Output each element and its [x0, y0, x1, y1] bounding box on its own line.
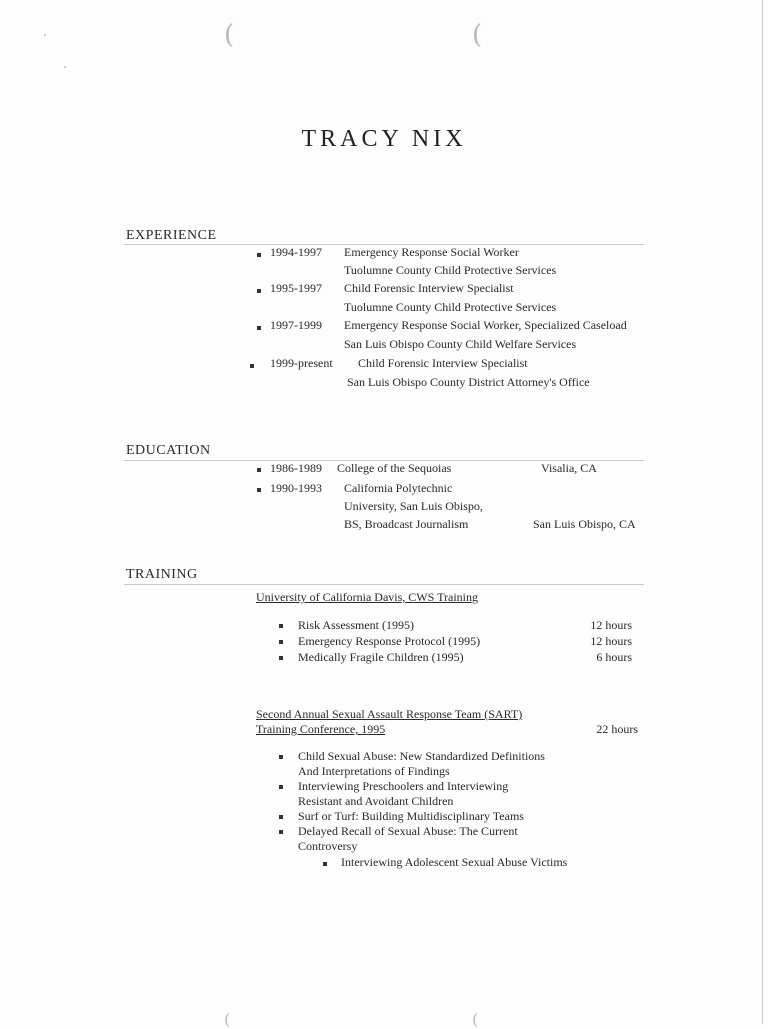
experience-title: Emergency Response Social Worker, Specialized Caseload	[344, 318, 627, 332]
bullet-icon	[279, 815, 283, 819]
bullet-icon	[257, 488, 261, 492]
experience-org: Tuolumne County Child Protective Services	[344, 300, 557, 314]
binder-hole-mark-right: (	[472, 20, 483, 50]
experience-heading: EXPERIENCE	[126, 228, 217, 243]
training-program-title: University of California Davis, CWS Training	[256, 590, 478, 604]
experience-org: Tuolumne County Child Protective Services	[344, 263, 557, 277]
education-school-line: University, San Luis Obispo,	[344, 499, 483, 513]
training-hours: 12 hours	[590, 618, 632, 632]
bullet-icon	[257, 326, 261, 330]
training-item-line: Controversy	[298, 839, 358, 853]
experience-years: 1995-1997	[270, 281, 322, 295]
training-hours: 22 hours	[596, 722, 638, 736]
training-rule	[124, 584, 644, 585]
training-item-line: Surf or Turf: Building Multidisciplinary Teams	[298, 809, 524, 823]
experience-org: San Luis Obispo County Child Welfare Services	[344, 337, 577, 351]
bullet-icon	[257, 468, 261, 472]
training-hours: 12 hours	[590, 634, 632, 648]
binder-hole-mark-bottom-right: (	[472, 1010, 479, 1029]
experience-org: San Luis Obispo County District Attorney's Office	[347, 375, 590, 389]
bullet-icon	[257, 253, 261, 257]
training-item-line: Child Sexual Abuse: New Standardized Definitions	[298, 749, 545, 763]
resume-name: TRACY NIX	[301, 126, 467, 152]
bullet-icon	[323, 862, 327, 866]
training-item-line: Delayed Recall of Sexual Abuse: The Current	[298, 824, 518, 838]
bullet-icon	[279, 656, 283, 660]
experience-title: Child Forensic Interview Specialist	[344, 281, 514, 295]
bullet-icon	[279, 785, 283, 789]
training-item: Risk Assessment (1995)	[298, 618, 415, 632]
education-location: Visalia, CA	[541, 461, 597, 475]
page-edge-line	[762, 0, 763, 1024]
experience-years: 1997-1999	[270, 318, 322, 332]
experience-years: 1994-1997	[270, 245, 322, 259]
training-heading: TRAINING	[126, 567, 198, 582]
education-years: 1986-1989	[270, 461, 322, 475]
education-years: 1990-1993	[270, 481, 322, 495]
bullet-icon	[279, 624, 283, 628]
education-school-line: BS, Broadcast Journalism	[344, 517, 469, 531]
training-program-title: Second Annual Sexual Assault Response Team (SART)	[256, 707, 523, 721]
scan-speck	[64, 66, 66, 68]
training-hours: 6 hours	[596, 650, 632, 664]
bullet-icon	[279, 830, 283, 834]
experience-title: Emergency Response Social Worker	[344, 245, 519, 259]
training-item: Emergency Response Protocol (1995)	[298, 634, 481, 648]
education-heading: EDUCATION	[126, 443, 211, 458]
scan-speck	[44, 34, 46, 36]
experience-years: 1999-present	[270, 356, 333, 370]
bullet-icon	[279, 755, 283, 759]
training-item-line: Interviewing Adolescent Sexual Abuse Victims	[341, 855, 568, 869]
binder-hole-mark-bottom-left: (	[224, 1010, 231, 1029]
binder-hole-mark-left: (	[224, 20, 235, 50]
education-school: College of the Sequoias	[337, 461, 452, 475]
training-item-line: Resistant and Avoidant Children	[298, 794, 454, 808]
experience-title: Child Forensic Interview Specialist	[358, 356, 528, 370]
bullet-icon	[257, 289, 261, 293]
education-location: San Luis Obispo, CA	[533, 517, 636, 531]
bullet-icon	[250, 364, 254, 368]
bullet-icon	[279, 640, 283, 644]
training-item: Medically Fragile Children (1995)	[298, 650, 464, 664]
training-program-title: Training Conference, 1995	[256, 722, 386, 736]
training-item-line: Interviewing Preschoolers and Interviewing	[298, 779, 509, 793]
training-item-line: And Interpretations of Findings	[298, 764, 450, 778]
education-school-line: California Polytechnic	[344, 481, 453, 495]
